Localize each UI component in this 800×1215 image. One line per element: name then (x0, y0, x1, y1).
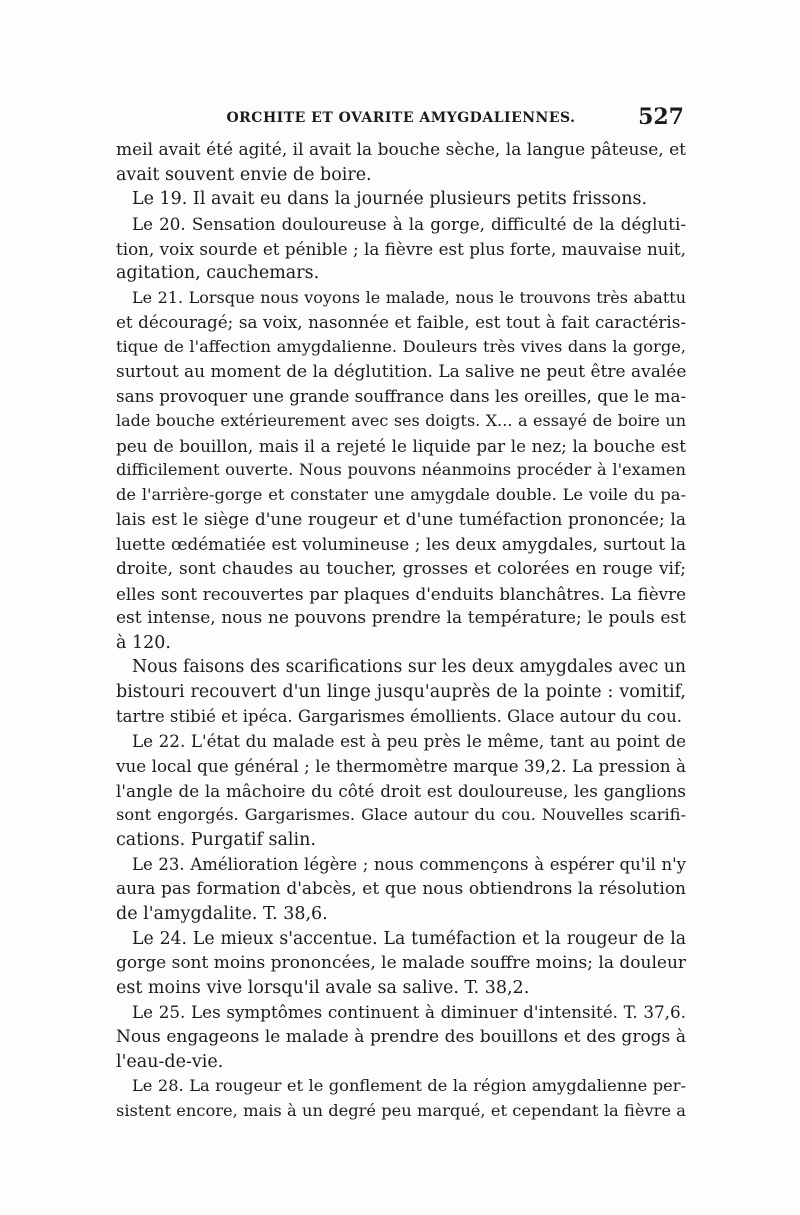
text-line: bistouri recouvert d'un linge jusqu'auprès de la pointe : vomitif, (116, 682, 686, 703)
text-line: Le 22. L'état du malade est à peu près le même, tant au point de (132, 731, 686, 752)
text-line: Le 28. La rougeur et le gonflement de la région amygdalienne per- (132, 1076, 686, 1096)
text-line: cations. Purgatif salin. (116, 829, 316, 850)
text-line: Le 23. Amélioration légère ; nous commençons à espérer qu'il n'y (132, 854, 686, 874)
page-header (116, 104, 686, 132)
text-line: luette œdématiée est volumineuse ; les deux amygdales, surtout la (116, 534, 686, 555)
text-line: sont engorgés. Gargarismes. Glace autour du cou. Nouvelles scarifi- (116, 805, 686, 825)
text-line: tion, voix sourde et pénible ; la fièvre est plus forte, mauvaise nuit, (116, 238, 686, 259)
text-line: avait souvent envie de boire. (116, 164, 372, 185)
page-number: 527 (638, 104, 684, 130)
text-line: surtout au moment de la déglutition. La salive ne peut être avalée (116, 361, 687, 382)
text-line: agitation, cauchemars. (116, 263, 320, 284)
text-line: est moins vive lorsqu'il avale sa salive. T. 38,2. (116, 977, 530, 998)
text-line: et découragé; sa voix, nasonnée et faible, est tout à fait caractéris- (116, 312, 686, 333)
text-line: lais est le siège d'une rougeur et d'une tuméfaction prononcée; la (116, 509, 686, 530)
text-line: sistent encore, mais à un degré peu marqué, et cependant la fièvre a (116, 1100, 686, 1120)
text-line: est intense, nous ne pouvons prendre la température; le pouls est (116, 608, 686, 629)
text-line: Le 21. Lorsque nous voyons le malade, nous le trouvons très abattu (132, 287, 686, 307)
text-line: sans provoquer une grande souffrance dans les oreilles, que le ma- (116, 386, 687, 407)
text-line: l'eau-de-vie. (116, 1051, 224, 1072)
text-line: tartre stibié et ipéca. Gargarismes émollients. Glace autour du cou. (116, 706, 682, 726)
running-head: ORCHITE ET OVARITE AMYGDALIENNES. (226, 110, 576, 126)
text-line: tique de l'affection amygdalienne. Douleurs très vives dans la gorge, (116, 337, 686, 357)
text-line: Le 25. Les symptômes continuent à diminuer d'intensité. T. 37,6. (132, 1002, 686, 1023)
text-line: difficilement ouverte. Nous pouvons néanmoins procéder à l'examen (116, 460, 686, 480)
text-line: l'angle de la mâchoire du côté droit est douloureuse, les ganglions (116, 780, 686, 801)
text-line: Nous faisons des scarifications sur les deux amygdales avec un (132, 657, 686, 678)
text-line: droite, sont chaudes au toucher, grosses et colorées en rouge vif; (116, 558, 686, 579)
text-line: aura pas formation d'abcès, et que nous obtiendrons la résolution (116, 879, 686, 900)
text-line: Nous engageons le malade à prendre des bouillons et des grogs à (116, 1027, 686, 1048)
text-line: meil avait été agité, il avait la bouche sèche, la langue pâteuse, et (116, 140, 686, 160)
text-line: Le 24. Le mieux s'accentue. La tuméfaction et la rougeur de la (132, 928, 686, 949)
text-line: de l'amygdalite. T. 38,6. (116, 903, 328, 924)
text-line: lade bouche extérieurement avec ses doigts. X... a essayé de boire un (116, 411, 686, 431)
text-line: à 120. (116, 632, 171, 653)
text-line: Le 20. Sensation douloureuse à la gorge, difficulté de la dégluti- (132, 213, 686, 234)
body-text (116, 138, 686, 1124)
text-line: elles sont recouvertes par plaques d'enduits blanchâtres. La fièvre (116, 583, 686, 604)
text-line: gorge sont moins prononcées, le malade souffre moins; la douleur (116, 953, 687, 974)
text-line: peu de bouillon, mais il a rejeté le liquide par le nez; la bouche est (116, 435, 686, 456)
text-line: vue local que général ; le thermomètre marque 39,2. La pression à (116, 756, 686, 777)
text-line: de l'arrière-gorge et constater une amygdale double. Le voile du pa- (116, 484, 686, 504)
text-line: Le 19. Il avait eu dans la journée plusieurs petits frissons. (132, 189, 648, 210)
